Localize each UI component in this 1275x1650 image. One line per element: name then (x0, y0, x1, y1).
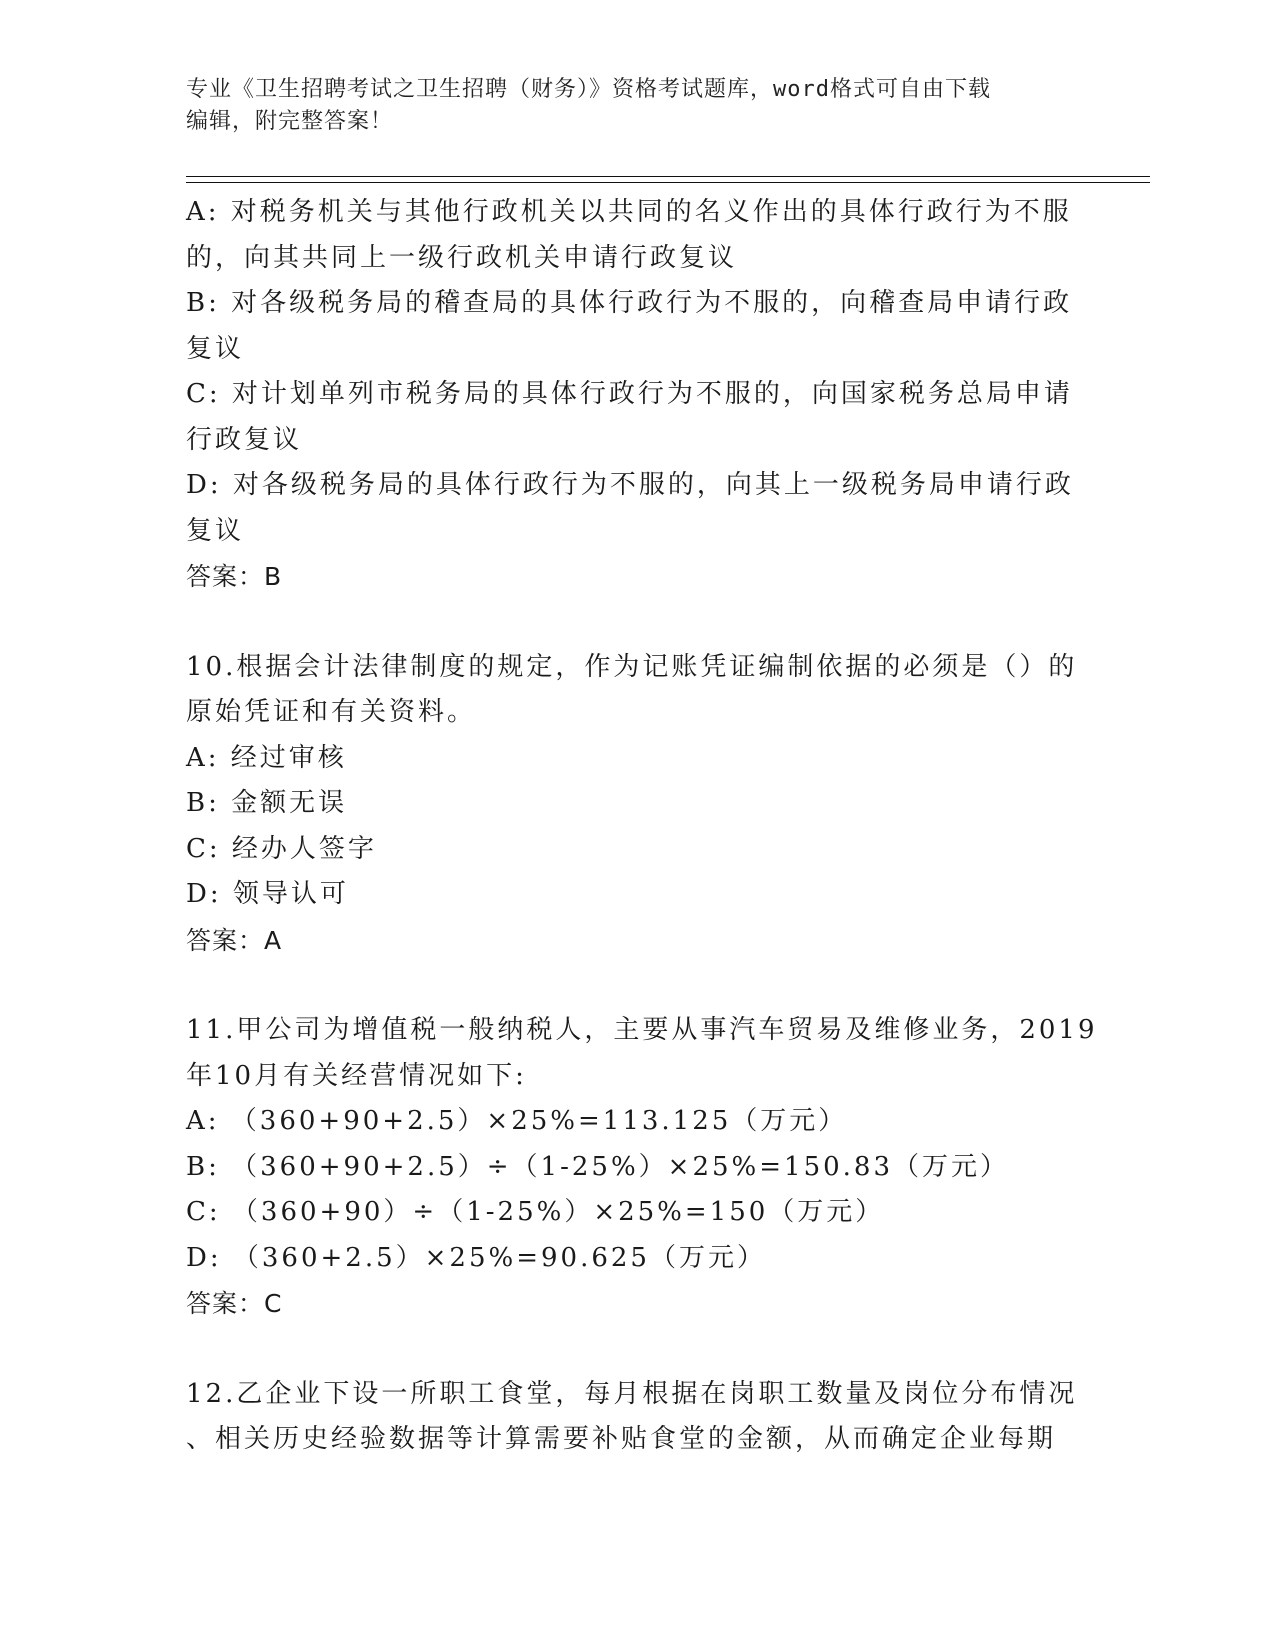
q9-option-d-cont: 复议 (186, 515, 245, 546)
q9-option-a-cont: 的，向其共同上一级行政机关申请行政复议 (186, 242, 738, 273)
q11-option-a: A: （360+90+2.5）×25%=113.125（万元） (186, 1106, 848, 1136)
q10-stem-cont: 原始凭证和有关资料。 (186, 697, 477, 727)
q9-option-a: A: 对税务机关与其他行政机关以共同的名义作出的具体行政行为不服 (186, 197, 1072, 227)
question-10 (186, 645, 1086, 964)
q11-answer: 答案：C (186, 1289, 283, 1318)
question-12 (186, 1372, 1086, 1463)
question-11 (186, 1008, 1098, 1327)
q9-option-b: B: 对各级税务局的稽查局的具体行政行为不服的，向稽查局申请行政 (186, 288, 1073, 318)
q9-option-d: D: 对各级税务局的具体行政行为不服的，向其上一级税务局申请行政 (186, 470, 1074, 500)
question-spacer (186, 600, 1086, 645)
question-list (186, 190, 1098, 1463)
q10-option-a: A: 经过审核 (186, 742, 347, 773)
q10-option-c: C: 经办人签字 (186, 833, 377, 864)
q11-option-d: D: （360+2.5）×25%=90.625（万元） (186, 1242, 766, 1273)
q10-option-b: B: 金额无误 (186, 788, 348, 818)
q9-option-b-cont: 复议 (186, 333, 245, 364)
q10-answer: 答案：A (186, 925, 283, 955)
question-spacer (186, 1327, 1086, 1372)
question-9-options (186, 190, 1086, 600)
header-divider (186, 176, 1150, 183)
q11-stem-cont: 年10月有关经营情况如下: (186, 1060, 527, 1091)
q11-option-c: C: （360+90）÷（1-25%）×25%=150（万元） (186, 1197, 885, 1227)
q9-answer: 答案：B (186, 562, 283, 591)
question-spacer (186, 963, 1086, 1008)
document-header (186, 74, 1066, 138)
header-title-line-2: 编辑，附完整答案！ (186, 109, 394, 134)
q11-option-b: B: （360+90+2.5）÷（1-25%）×25%=150.83（万元） (186, 1151, 1009, 1182)
q10-stem: 10.根据会计法律制度的规定，作为记账凭证编制依据的必须是（）的 (186, 651, 1078, 682)
q11-stem: 11.甲公司为增值税一般纳税人，主要从事汽车贸易及维修业务，2019 (186, 1015, 1098, 1045)
header-title-line-1: 专业《卫生招聘考试之卫生招聘（财务）》资格考试题库，word格式可自由下载 (186, 77, 991, 102)
q10-option-d: D: 领导认可 (186, 879, 349, 909)
q9-option-c: C: 对计划单列市税务局的具体行政行为不服的，向国家税务总局申请 (186, 379, 1073, 409)
q12-stem-cont: 、相关历史经验数据等计算需要补贴食堂的金额，从而确定企业每期 (186, 1424, 1057, 1454)
q12-stem: 12.乙企业下设一所职工食堂，每月根据在岗职工数量及岗位分布情况 (186, 1378, 1078, 1409)
q9-option-c-cont: 行政复议 (186, 424, 303, 455)
